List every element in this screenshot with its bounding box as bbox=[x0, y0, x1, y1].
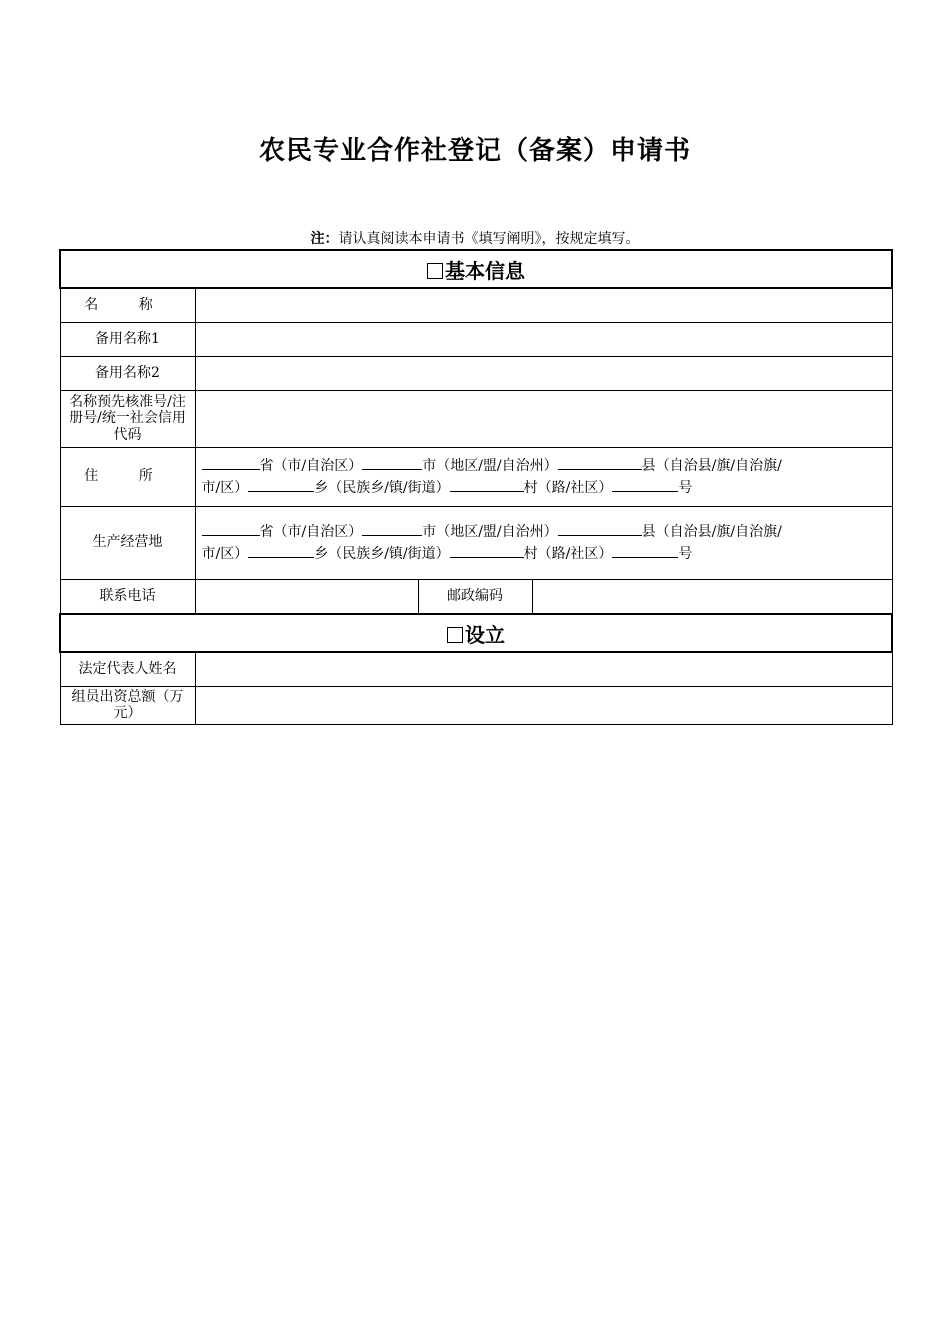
alt-name-1-field[interactable] bbox=[195, 322, 892, 356]
business-place-address-field[interactable]: 省（市/自治区） 市（地区/盟/自治州） 县（自治县/旗/自治旗/ 市/区） 乡（民族乡/镇/街道） 村（路/社区） 号 bbox=[195, 506, 892, 579]
residence-province-blank[interactable] bbox=[202, 455, 260, 470]
business-county-blank[interactable] bbox=[558, 521, 642, 536]
row-residence bbox=[60, 447, 892, 506]
name-field[interactable] bbox=[195, 288, 892, 322]
total-capital-label: 组员出资总额（万元） bbox=[60, 686, 195, 724]
section-establish bbox=[60, 614, 892, 652]
row-name bbox=[60, 288, 892, 322]
alt-name-2-field[interactable] bbox=[195, 356, 892, 390]
residence-township-blank[interactable] bbox=[248, 477, 314, 492]
reg-number-field[interactable] bbox=[195, 390, 892, 447]
residence-label: 住 所 bbox=[60, 447, 195, 506]
note-text: 请认真阅读本申请书《填写阐明》，按规定填写。 bbox=[338, 231, 640, 247]
business-village-blank[interactable] bbox=[450, 543, 524, 558]
residence-address-field[interactable]: 省（市/自治区） 市（地区/盟/自治州） 县（自治县/旗/自治旗/ 市/区） 乡（民族乡/镇/街道） 村（路/社区） 号 bbox=[195, 447, 892, 506]
residence-city-blank[interactable] bbox=[362, 455, 422, 470]
section-basic-info bbox=[60, 250, 892, 288]
legal-rep-label: 法定代表人姓名 bbox=[60, 652, 195, 686]
establish-heading: 设立 bbox=[465, 622, 505, 647]
business-number-blank[interactable] bbox=[612, 543, 678, 558]
residence-number-blank[interactable] bbox=[612, 477, 678, 492]
basic-info-heading: 基本信息 bbox=[445, 258, 525, 283]
postal-code-field[interactable] bbox=[532, 579, 892, 614]
row-total-capital bbox=[60, 686, 892, 724]
total-capital-field[interactable] bbox=[195, 686, 892, 724]
reg-number-label: 名称预先核准号/注册号/统一社会信用代码 bbox=[60, 390, 195, 447]
postal-code-label: 邮政编码 bbox=[418, 579, 532, 614]
row-reg-number bbox=[60, 390, 892, 447]
alt-name-1-label: 备用名称1 bbox=[60, 322, 195, 356]
basic-info-checkbox[interactable] bbox=[427, 263, 443, 279]
application-form bbox=[59, 249, 893, 725]
business-city-blank[interactable] bbox=[362, 521, 422, 536]
business-township-blank[interactable] bbox=[248, 543, 314, 558]
phone-label: 联系电话 bbox=[60, 579, 195, 614]
row-alt-name-1 bbox=[60, 322, 892, 356]
row-business-place bbox=[60, 506, 892, 579]
phone-field[interactable] bbox=[195, 579, 418, 614]
name-label: 名 称 bbox=[60, 288, 195, 322]
note-prefix: 注： bbox=[310, 231, 339, 247]
legal-rep-field[interactable] bbox=[195, 652, 892, 686]
alt-name-2-label: 备用名称2 bbox=[60, 356, 195, 390]
fill-instruction-note bbox=[0, 228, 950, 248]
row-contact bbox=[60, 579, 892, 614]
document-title: 农民专业合作社登记（备案）申请书 bbox=[258, 136, 691, 166]
residence-village-blank[interactable] bbox=[450, 477, 524, 492]
row-alt-name-2 bbox=[60, 356, 892, 390]
business-place-label: 生产经营地 bbox=[60, 506, 195, 579]
row-legal-rep bbox=[60, 652, 892, 686]
business-province-blank[interactable] bbox=[202, 521, 260, 536]
residence-county-blank[interactable] bbox=[558, 455, 642, 470]
establish-checkbox[interactable] bbox=[447, 627, 463, 643]
